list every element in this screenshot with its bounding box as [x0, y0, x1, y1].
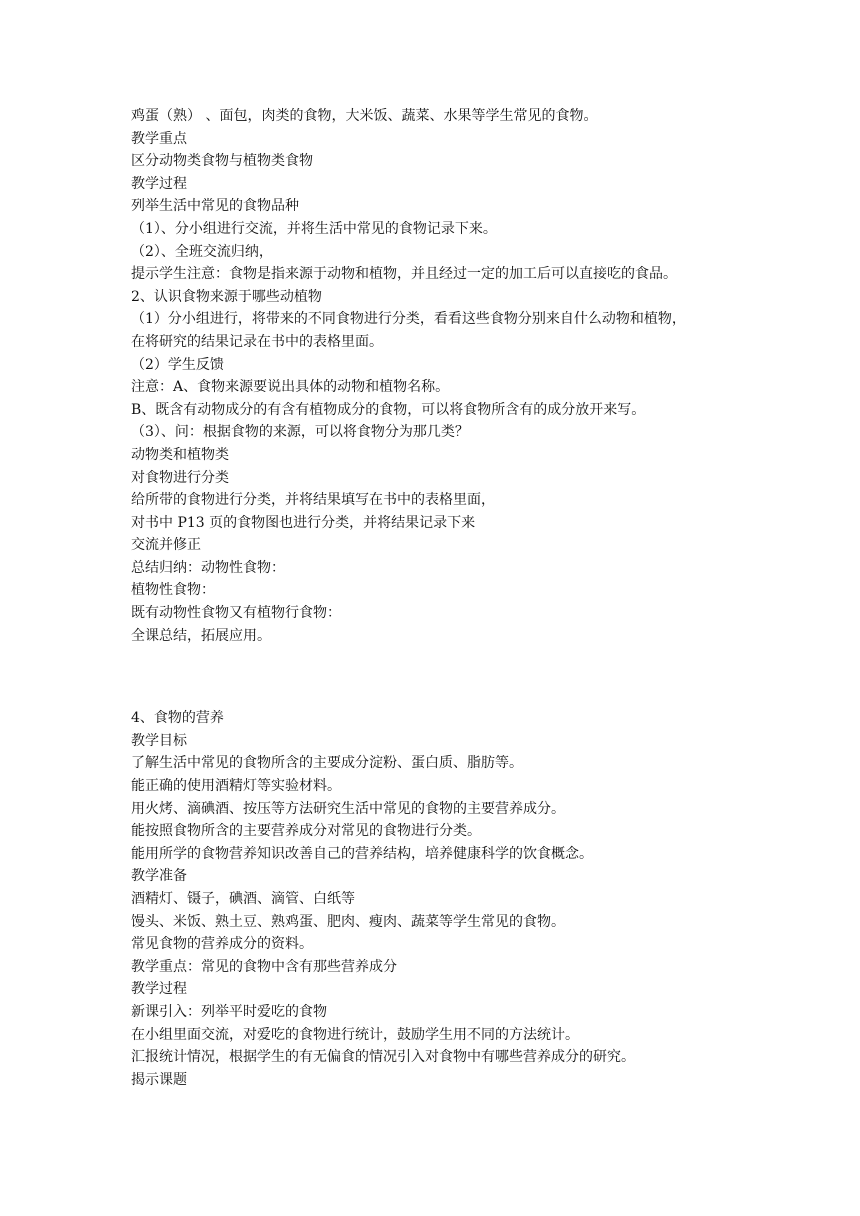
- text-line: 教学目标: [131, 732, 187, 749]
- text-line: 新课引入：列举平时爱吃的食物: [131, 1003, 327, 1020]
- text-line: 给所带的食物进行分类，并将结果填写在书中的表格里面，: [131, 492, 495, 509]
- text-line: 教学准备: [131, 868, 187, 885]
- text-line: 馒头、米饭、熟土豆、熟鸡蛋、肥肉、瘦肉、蔬菜等学生常见的食物。: [131, 913, 565, 930]
- text-line: 植物性食物：: [131, 582, 215, 599]
- section-food-classification: [131, 105, 741, 647]
- text-line: 在将研究的结果记录在书中的表格里面。: [131, 333, 383, 350]
- section-food-nutrition: [131, 707, 741, 1091]
- text-line: 揭示课题: [131, 1071, 187, 1088]
- text-line: 全课总结，拓展应用。: [131, 627, 271, 644]
- text-line: 了解生活中常见的食物所含的主要成分淀粉、蛋白质、脂肪等。: [131, 755, 523, 772]
- text-line: 汇报统计情况，根据学生的有无偏食的情况引入对食物中有哪些营养成分的研究。: [131, 1049, 635, 1066]
- text-line: 动物类和植物类: [131, 446, 229, 463]
- text-line: 教学过程: [131, 175, 187, 192]
- text-line: 对书中 P13 页的食物图也进行分类，并将结果记录下来: [131, 514, 476, 531]
- section-gap: [131, 647, 741, 707]
- text-line: 常见食物的营养成分的资料。: [131, 936, 313, 953]
- text-line: 交流并修正: [131, 537, 201, 554]
- text-line: 用火烤、滴碘酒、按压等方法研究生活中常见的食物的主要营养成分。: [131, 800, 565, 817]
- text-line: 能按照食物所含的主要营养成分对常见的食物进行分类。: [131, 823, 481, 840]
- text-line: （2）、全班交流归纳，: [131, 243, 273, 260]
- text-line: 能正确的使用酒精灯等实验材料。: [131, 778, 341, 795]
- text-line: 教学重点: [131, 130, 187, 147]
- text-line: 鸡蛋（熟） 、面包，肉类的食物，大米饭、蔬菜、水果等学生常见的食物。: [131, 108, 598, 124]
- text-line: （3）、问：根据食物的来源，可以将食物分为那几类？: [131, 424, 469, 441]
- text-line: B、既含有动物成分的有含有植物成分的食物，可以将食物所含有的成分放开来写。: [131, 401, 646, 418]
- text-line: 提示学生注意：食物是指来源于动物和植物，并且经过一定的加工后可以直接吃的食品。: [131, 266, 677, 283]
- text-line: 4、食物的营养: [131, 710, 224, 727]
- text-line: 能用所学的食物营养知识改善自己的营养结构，培养健康科学的饮食概念。: [131, 845, 593, 862]
- text-line: （1）、分小组进行交流，并将生活中常见的食物记录下来。: [131, 220, 497, 237]
- text-line: 2、认识食物来源于哪些动植物: [131, 288, 322, 305]
- document-page: [131, 105, 741, 1091]
- text-line: 酒精灯、镊子，碘酒、滴管、白纸等: [131, 891, 355, 907]
- text-line: 注意：A、食物来源要说出具体的动物和植物名称。: [131, 379, 450, 396]
- text-line: 教学过程: [131, 981, 187, 998]
- text-line: 列举生活中常见的食物品种: [131, 198, 299, 215]
- text-line: （2）学生反馈: [131, 356, 224, 373]
- text-line: 既有动物性食物又有植物行食物：: [131, 605, 341, 622]
- text-line: （1）分小组进行，将带来的不同食物进行分类，看看这些食物分别来自什么动物和植物，: [131, 311, 686, 328]
- text-line: 教学重点：常见的食物中含有那些营养成分: [131, 958, 397, 975]
- text-line: 对食物进行分类: [131, 469, 229, 486]
- text-line: 在小组里面交流，对爱吃的食物进行统计，鼓励学生用不同的方法统计。: [131, 1026, 579, 1043]
- text-line: 区分动物类食物与植物类食物: [131, 153, 313, 170]
- text-line: 总结归纳：动物性食物：: [131, 559, 285, 576]
